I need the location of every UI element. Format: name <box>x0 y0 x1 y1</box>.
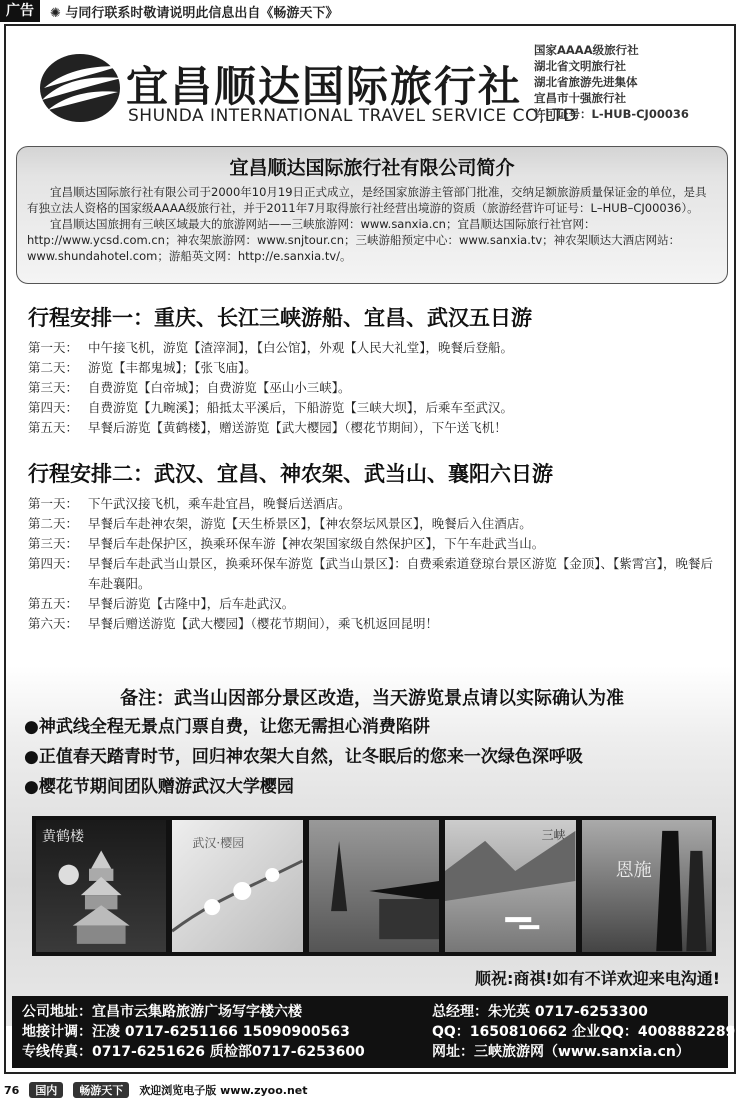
photo-caption: 黄鹤楼 <box>42 829 84 845</box>
website-link[interactable]: 网址：三峡旅游网（www.sanxia.cn） <box>432 1044 690 1060</box>
photo-yellow-crane-tower <box>36 820 166 952</box>
qq-numbers: QQ：1650810662 企业QQ：4008882289 <box>432 1024 736 1040</box>
bullet-item: ●正值春天踏青时节，回归神农架大自然，让冬眠后的您来一次绿色深呼吸 <box>24 747 583 767</box>
itinerary-day <box>28 514 718 534</box>
top-bar <box>0 0 740 22</box>
itinerary-2-title: 行程安排二：武汉、宜昌、神农架、武当山、襄阳六日游 <box>28 462 553 486</box>
greeting-text: 顺祝:商祺!如有不详欢迎来电沟通! <box>475 969 720 988</box>
bullet-item: ●樱花节期间团队赠游武汉大学樱园 <box>24 777 294 797</box>
photo-three-gorges <box>445 820 575 952</box>
itinerary-1 <box>28 302 718 438</box>
contact-row <box>22 1002 718 1022</box>
day-text: 游览【丰都鬼城】；【张飞庙】。 <box>88 360 257 375</box>
credential-item: 湖北省旅游先进集体 <box>534 75 638 89</box>
day-label: 第五天： <box>28 596 79 611</box>
photo-caption: 恩施 <box>615 860 652 881</box>
day-label: 第三天： <box>28 536 79 551</box>
company-name-en: SHUNDA INTERNATIONAL TRAVEL SERVICE CO,LTD <box>128 106 577 126</box>
section-label: 国内 <box>29 1082 63 1098</box>
temple-icon <box>309 820 439 952</box>
day-label: 第六天： <box>28 616 79 631</box>
photo-caption: 三峡 <box>541 828 566 842</box>
license-number: 许可证号：L-HUB-CJ00036 <box>534 107 689 121</box>
intro-title: 宜昌顺达国际旅行社有限公司简介 <box>229 157 515 179</box>
itinerary-day <box>28 614 718 634</box>
day-text: 早餐后赠送游览【武大樱园】（樱花节期间），乘飞机返回昆明！ <box>88 616 439 631</box>
page-footer <box>0 1080 740 1100</box>
credential-item: 国家AAAA级旅行社 <box>534 43 639 57</box>
day-label: 第一天： <box>28 340 79 355</box>
day-text: 中午接飞机，游览【渣滓洞】，【白公馆】，外观【人民大礼堂】，晚餐后登船。 <box>88 340 514 355</box>
tower-icon <box>36 820 166 952</box>
planner-phone: 地接计调：汪凌 0717-6251166 15090900563 <box>22 1024 350 1040</box>
stone-pillar-icon <box>582 820 712 952</box>
itinerary-day <box>28 494 718 514</box>
contact-row <box>22 1022 736 1042</box>
itinerary-day <box>28 418 718 438</box>
photo-cherry-blossom <box>172 820 302 952</box>
highlight-bullets <box>24 712 583 802</box>
page-number: 76 <box>4 1083 20 1097</box>
intro-paragraph-2: 宜昌顺达国旅拥有三峡区域最大的旅游网站——三峡旅游网：www.sanxia.cn；宜昌顺达国际旅行社官网：http://www.ycsd.com.cn；神农架旅游网：www.snjtour.cn；三峡游船预定中心：www.sanxia.tv；神农架顺达大酒店网站：www.shundahotel.com；游船英文网：http://e.sanxia.tv/。 <box>27 217 681 263</box>
day-text: 早餐后游览【黄鹤楼】，赠送游览【武大樱园】（樱花节期间），下午送飞机！ <box>88 420 507 435</box>
ad-label: 广告 <box>0 0 40 22</box>
itinerary-day <box>28 594 718 614</box>
magazine-name: 畅游天下 <box>73 1082 129 1098</box>
partner-notice: ✺ 与同行联系时敬请说明此信息出自《畅游天下》 <box>50 5 339 21</box>
itinerary-day <box>28 554 718 594</box>
day-text: 早餐后车赴神农架，游览【天生桥景区】，【神农祭坛风景区】，晚餐后入住酒店。 <box>88 516 532 531</box>
day-text: 早餐后车赴武当山景区，换乘环保车游览【武当山景区】：自费乘索道登琼台景区游览【金顶】、【紫霄宫】，晚餐后车赴襄阳。 <box>88 556 714 591</box>
remark-note: 备注：武当山因部分景区改造，当天游览景点请以实际确认为准 <box>120 688 624 709</box>
day-label: 第二天： <box>28 516 79 531</box>
company-header <box>16 40 728 140</box>
itinerary-1-title: 行程安排一：重庆、长江三峡游船、宜昌、武汉五日游 <box>28 306 532 330</box>
day-label: 第三天： <box>28 380 79 395</box>
itinerary-day <box>28 358 718 378</box>
company-intro-box <box>16 146 728 284</box>
itinerary-2 <box>28 458 718 634</box>
blossom-branch-icon <box>172 820 302 952</box>
photo-strip <box>32 816 716 956</box>
itinerary-day <box>28 338 718 358</box>
day-text: 自费游览【九畹溪】；船抵太平溪后，下船游览【三峡大坝】，后乘车至武汉。 <box>88 400 514 415</box>
credential-item: 宜昌市十强旅行社 <box>534 91 626 105</box>
day-label: 第一天： <box>28 496 79 511</box>
contact-row <box>22 1042 718 1062</box>
day-text: 早餐后游览【古隆中】，后车赴武汉。 <box>88 596 295 611</box>
day-label: 第五天： <box>28 420 79 435</box>
day-label: 第四天： <box>28 400 79 415</box>
company-logo-icon <box>34 48 124 128</box>
photo-caption: 武汉·樱园 <box>192 836 245 850</box>
day-label: 第二天： <box>28 360 79 375</box>
general-manager: 总经理：朱光英 0717-6253300 <box>432 1004 648 1020</box>
itinerary-day <box>28 378 718 398</box>
credentials-list <box>534 42 689 122</box>
photo-wudang-temple <box>309 820 439 952</box>
itinerary-day <box>28 534 718 554</box>
footer-slogan[interactable]: 欢迎浏览电子版 www.zyoo.net <box>139 1084 308 1097</box>
day-text: 自费游览【白帝城】；自费游览【巫山小三峡】。 <box>88 380 351 395</box>
day-text: 下午武汉接飞机，乘车赴宜昌，晚餐后送酒店。 <box>88 496 351 511</box>
itinerary-day <box>28 398 718 418</box>
intro-paragraph-1: 宜昌顺达国际旅行社有限公司于2000年10月19日正式成立，是经国家旅游主管部门批准，交纳足额旅游质量保证金的单位，是具有独立法人资格的国家级AAAA级旅行社，并于2011年7月取得旅行社经营出境游的资质（旅游经营许可证号：L–HUB–CJ00036）。 <box>27 185 707 215</box>
fax-numbers: 专线传真：0717-6251626 质检部0717-6253600 <box>22 1044 365 1060</box>
day-label: 第四天： <box>28 556 79 571</box>
river-icon <box>445 820 575 952</box>
ad-frame <box>4 24 736 1074</box>
day-text: 早餐后车赴保护区，换乘环保车游【神农架国家级自然保护区】，下午车赴武当山。 <box>88 536 545 551</box>
company-address: 公司地址：宜昌市云集路旅游广场写字楼六楼 <box>22 1004 302 1020</box>
company-name-cn: 宜昌顺达国际旅行社 <box>126 62 523 111</box>
credential-item: 湖北省文明旅行社 <box>534 59 626 73</box>
bullet-item: ●神武线全程无景点门票自费，让您无需担心消费陷阱 <box>24 717 430 737</box>
contact-panel <box>12 996 736 1068</box>
photo-enshi <box>582 820 712 952</box>
